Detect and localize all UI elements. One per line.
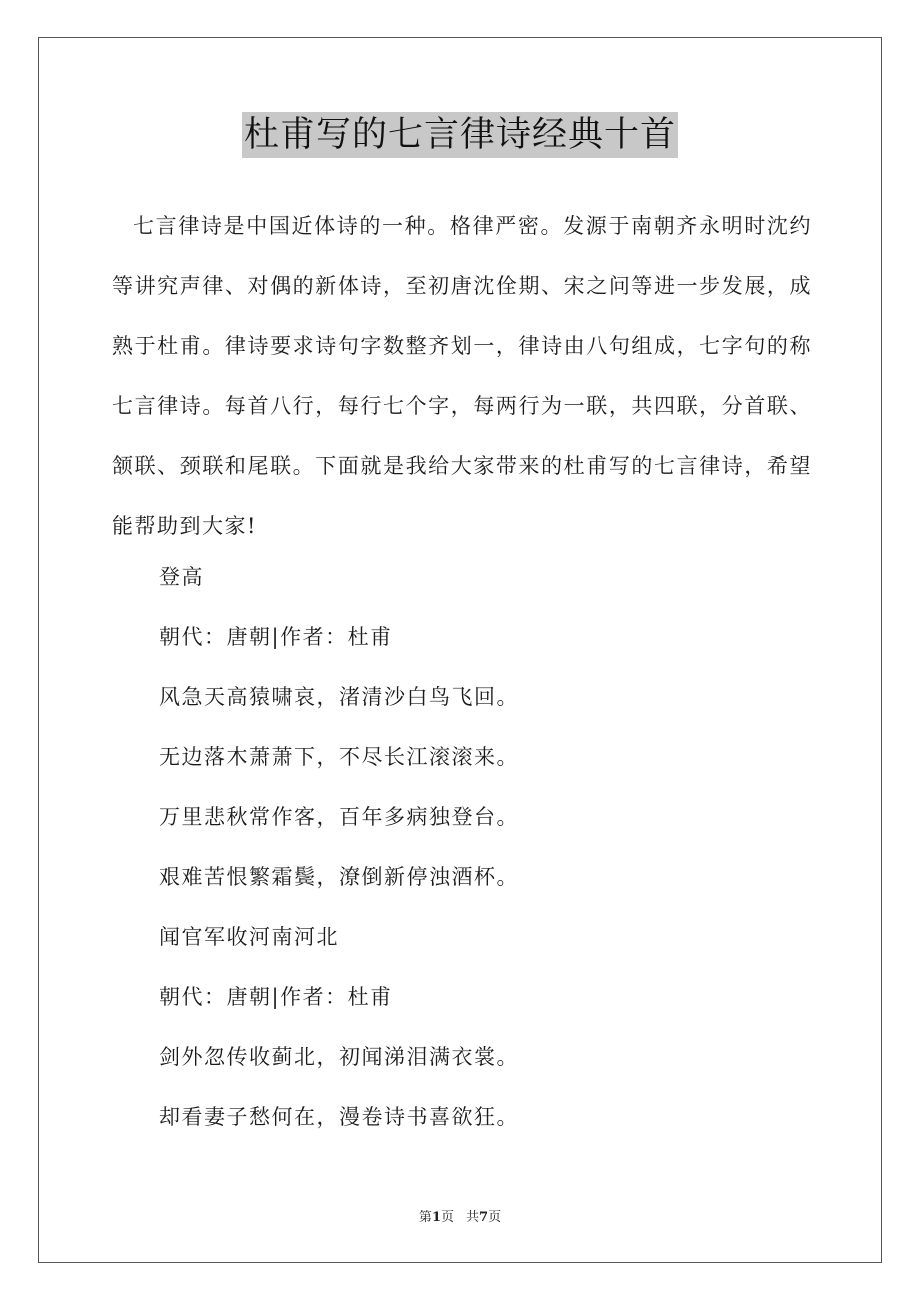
intro-paragraph: 七言律诗是中国近体诗的一种。格律严密。发源于南朝齐永明时沈约等讲究声律、对偶的新体诗，至初唐沈佺期、宋之问等进一步发展，成熟于杜甫。律诗要求诗句字数整齐划一，律诗由八句组成，七字句的称七言律诗。每首八行，每行七个字，每两行为一联，共四联，分首联、颔联、颈联和尾联。下面就是我给大家带来的杜甫写的七言律诗，希望能帮助到大家!: [112, 214, 812, 538]
poem-line: 却看妻子愁何在，漫卷诗书喜欲狂。: [159, 1105, 519, 1129]
total-prefix: 共: [466, 1210, 480, 1225]
poem-title-1: 登高: [159, 565, 204, 589]
total-pages: 7: [479, 1210, 489, 1225]
poem-meta-2: 朝代：唐朝|作者：杜甫: [159, 985, 393, 1009]
document-title: 杜甫写的七言律诗经典十首: [242, 112, 678, 158]
title-container: [0, 112, 920, 158]
poem-line: 无边落木萧萧下，不尽长江滚滚来。: [159, 745, 519, 769]
poem-line: 万里悲秋常作客，百年多病独登台。: [159, 805, 519, 829]
page-number: 1: [431, 1210, 441, 1225]
poem-line: 风急天高猿啸哀，渚清沙白鸟飞回。: [159, 685, 519, 709]
poem-line: 艰难苦恨繁霜鬓，潦倒新停浊酒杯。: [159, 865, 519, 889]
total-suffix: 页: [488, 1210, 502, 1225]
poem-meta-1: 朝代：唐朝|作者：杜甫: [159, 625, 393, 649]
poem-title-2: 闻官军收河南河北: [159, 925, 339, 949]
page-footer: [0, 1206, 920, 1225]
poem-lines: [159, 547, 519, 1147]
poem-line: 剑外忽传收蓟北，初闻涕泪满衣裳。: [159, 1045, 519, 1069]
page-prefix: 第: [418, 1210, 432, 1225]
page-suffix: 页: [440, 1210, 454, 1225]
